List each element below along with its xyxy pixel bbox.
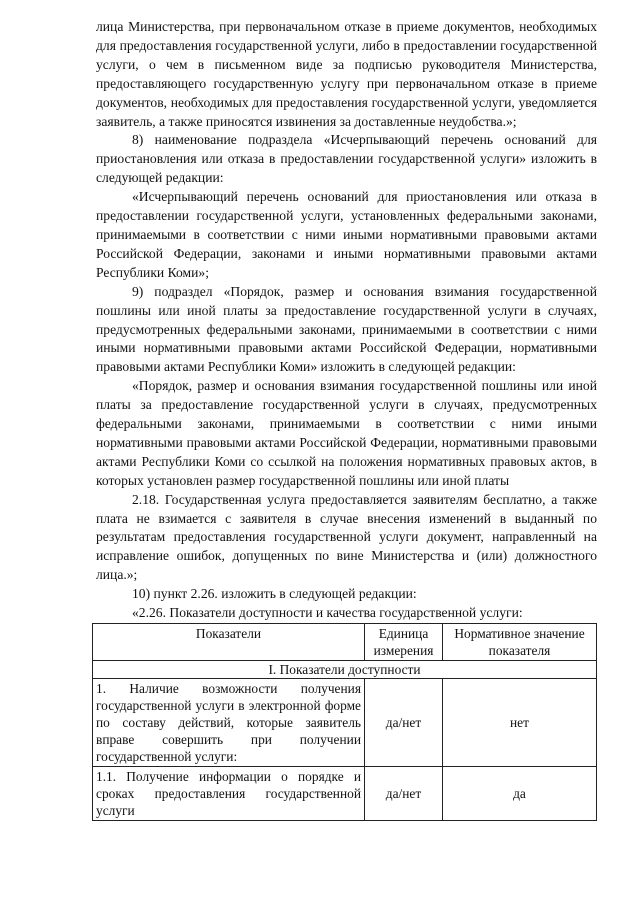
row-indicator: 1. Наличие возможности получения государственной услуги в электронной форме по составу действий, которые заявитель вправе совершить при получении государственной услуги: xyxy=(93,679,365,767)
paragraph-quote-subsection: «Порядок, размер и основания взимания государственной пошлины или иной платы за предоставление государственной услуги в случаях, предусмотренных федеральными законами, принимаемыми в соответствии с ними иными нормативными правовыми актами Российской Федерации, нормативными правовыми актами Республики Коми со ссылкой на положения нормативных правовых актов, в которых установлен размер государственной пошлины или иной платы xyxy=(96,378,597,488)
table-section-row xyxy=(93,661,597,679)
header-indicator: Показатели xyxy=(93,624,365,661)
paragraph-continuation: лица Министерства, при первоначальном отказе в приеме документов, необходимых для предоставления государственной услуги, либо в предоставлении государственной услуги, о чем в письменном виде за подписью руководителя Министерства, предоставляющего государственную услугу при первоначальном отказе в приеме документов, необходимых для предоставления государственной услуги, уведомляется заявитель, а также приносятся извинения за доставленные неудобства.»; xyxy=(96,19,597,129)
paragraph-item-8: 8) наименование подраздела «Исчерпывающий перечень оснований для приостановления или отказа в предоставлении государственной услуги» изложить в следующей редакции: xyxy=(96,132,597,186)
header-normative: Нормативное значение показателя xyxy=(443,624,597,661)
paragraph-quote-heading: «Исчерпывающий перечень оснований для приостановления или отказа в предоставлении государственной услуги, установленных федеральными законами, принимаемыми в соответствии с ними иными нормативными правовыми актами Российской Федерации, законами и иными нормативными правовыми актами Республики Коми»; xyxy=(96,189,597,280)
paragraph-2-18: 2.18. Государственная услуга предоставляется заявителям бесплатно, а также плата не взимается с заявителя в случае внесения изменений в выданный по результатам предоставления государственной услуги документ, направленный на исправление ошибок, допущенных по вине Министерства и (или) должностного лица.»; xyxy=(96,491,597,583)
row-unit: да/нет xyxy=(365,679,443,767)
paragraph-item-10: 10) пункт 2.26. изложить в следующей редакции: xyxy=(132,586,417,602)
paragraph-item-9: 9) подраздел «Порядок, размер и основания взимания государственной пошлины или иной платы за предоставление государственной услуги в случаях, предусмотренных федеральными законами, принимаемыми в соответствии с ними иными нормативными правовыми актами Российской Федерации, нормативными правовыми актами Республики Коми» изложить в следующей редакции: xyxy=(96,283,597,375)
table-row xyxy=(93,679,597,767)
header-unit: Единица измерения xyxy=(365,624,443,661)
row-indicator: 1.1. Получение информации о порядке и сроках предоставления государственной услуги xyxy=(93,767,365,821)
row-unit: да/нет xyxy=(365,767,443,821)
row-value: нет xyxy=(443,679,597,767)
indicators-table xyxy=(92,623,597,821)
table-caption: «2.26. Показатели доступности и качества государственной услуги: xyxy=(132,605,523,621)
row-value: да xyxy=(443,767,597,821)
table-header-row xyxy=(93,624,597,661)
table-row xyxy=(93,767,597,821)
section-title: I. Показатели доступности xyxy=(93,661,597,679)
